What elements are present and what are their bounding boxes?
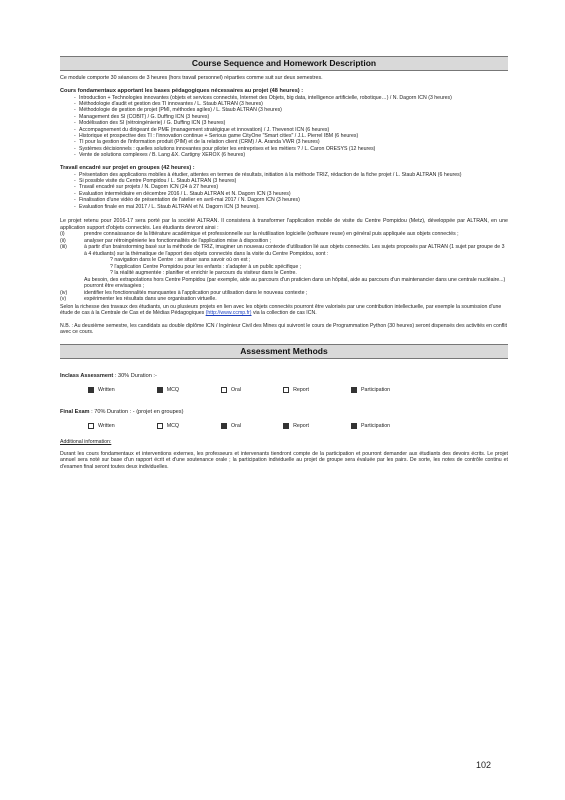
list-item: - Méthodologie de gestion de projet (PMI, méthodes agiles) / L. Staub ALTRAN (3 heures)	[74, 107, 508, 113]
list-item: - TI pour la gestion de l'information produit (PIM) et de la relation client (CRM) / A. Aranda VWR (3 heures)	[74, 139, 508, 145]
list-item: - Vente de solutions complexes / B. Lang &X. Cartigny XEROX (6 heures)	[74, 152, 508, 158]
list-item: - Méthodologie d'audit et gestion des TI innovantes / L. Staub ALTRAN (3 heures)	[74, 101, 508, 107]
checkbox-mcq[interactable]	[157, 423, 179, 429]
additional-info-label: Additional information:	[60, 438, 112, 445]
list-item: - Management des SI (COBIT) / G. Duffing ICN (3 heures)	[74, 114, 508, 120]
project-steps	[60, 231, 508, 257]
checkbox-box[interactable]	[221, 423, 227, 429]
project-steps-continued	[60, 290, 508, 303]
list-item: - Evaluation finale en mai 2017 / L. Staub ALTRAN et N. Dagorn ICN (3 heures).	[74, 204, 508, 210]
inclass-assessment-line	[60, 373, 508, 379]
checkbox-box[interactable]	[351, 423, 357, 429]
step-number: (ii)	[60, 237, 66, 244]
checkbox-report[interactable]	[283, 387, 309, 393]
extrapolation-note: Au besoin, des extrapolations hors Centre Pompidou (par exemple, aide au parcours d'un praticien dans un hôpital, aide au parcours d'un maintenancier dans une centrale nucléaire...) pourront être envisagées ;	[84, 276, 506, 290]
step-text: analyser par rétroingénierie les fonctionnalités de l'application mise à disposition ;	[84, 237, 271, 244]
checkbox-participation[interactable]	[351, 387, 390, 393]
list-item: - Systèmes décisionnels : quelles solutions innovantes pour piloter les entreprises et les métiers ? / L. Caron ORESYS (12 heures)	[74, 146, 508, 152]
step-number: (v)	[60, 296, 67, 303]
list-item: - Modélisation des SI (rétroingénierie) / G. Duffing ICN (3 heures)	[74, 120, 508, 126]
checkbox-oral[interactable]	[221, 387, 241, 393]
intro-paragraph: Ce module comporte 30 séances de 3 heures (hors travail personnel) réparties comme suit sur deux semestres.	[60, 75, 323, 81]
inclass-label: Inclass Assessment	[60, 372, 114, 379]
valorisation-text-end: via la collection de cas ICN.	[252, 310, 317, 317]
project-subtopics	[60, 257, 508, 277]
step-number: (iv)	[60, 289, 68, 296]
step-number: (iii)	[60, 244, 67, 251]
list-item: - Introduction + Technologies innovantes (objets et services connectés, Internet des Objets, big data, intelligence artificielle, robotique…) / N. Dagorn ICN (3 heures)	[74, 95, 508, 101]
subtopic-item: ? navigation dans le Centre : se situer sans savoir où on est ;	[110, 257, 251, 264]
checkbox-mcq[interactable]	[157, 387, 179, 393]
checkbox-label: MCQ	[166, 422, 180, 429]
list-item: - Evaluation intermédiaire en décembre 2016 / L. Staub ALTRAN et N. Dagorn ICN (3 heures)	[74, 191, 508, 197]
step-text: prendre connaissance de la littérature académique et professionnelle sur la réutilisation logicielle (software reuse) en général puis appliquée aux objets connectés ;	[84, 231, 459, 238]
checkbox-box[interactable]	[157, 423, 163, 429]
checkbox-report[interactable]	[283, 423, 309, 429]
checkbox-box[interactable]	[157, 387, 163, 393]
final-exam-line	[60, 409, 508, 415]
section-title-course-sequence: Course Sequence and Homework Description	[60, 56, 508, 71]
nb-paragraph: N.B. : Au deuxième semestre, les candidats au double diplôme ICN / Ingénieur Civil des Mines qui suivront le cours de Programmation Python (30 heures) seront dispensés des activités en conflit avec ce cours.	[60, 322, 507, 336]
step-text: identifier les fonctionnalités manquantes à l'application pour utilisation dans le nouveau contexte ;	[84, 289, 308, 296]
project-list	[60, 172, 508, 210]
fundamentals-list	[60, 95, 508, 159]
checkbox-label: Participation	[360, 422, 391, 429]
list-item: - Travail encadré sur projets / N. Dagorn ICN (24 à 27 heures)	[74, 184, 508, 190]
final-exam-detail: : 70% Duration : - (projet en groupes)	[91, 408, 184, 415]
step-item	[60, 244, 508, 257]
fundamentals-heading: Cours fondamentaux apportant les bases pédagogiques nécessaires au projet (48 heures) :	[60, 87, 304, 94]
step-item	[60, 296, 508, 303]
list-item: - Historique et prospective des TI : l'innovation continue + Serious game CityOne "Smart cities" / J.L. Pierrel IBM (6 heures)	[74, 133, 508, 139]
checkbox-box[interactable]	[221, 387, 227, 393]
final-checkbox-row	[60, 423, 508, 429]
additional-info-paragraph: Durant les cours fondamentaux et interventions externes, les professeurs et intervenants tiendront compte de la participation et pourront demander aux étudiants des devoirs écrits. Le projet annuel sera noté sur base d'un rapport écrit et d'une soutenance orale ; la participation individuelle au projet de groupe sera évaluée par les pairs. De sorte, les notes de contrôle continu et d'examen final seront toutes deux individuelles.	[60, 450, 508, 470]
checkbox-box[interactable]	[351, 387, 357, 393]
checkbox-label: Report	[293, 422, 309, 429]
step-text: à partir d'un brainstorming basé sur la méthode de TRIZ, imaginer un nouveau contexte d'utilisation lié aux objets connectés. Les sujets proposés par ALTRAN (1 sujet par groupe de 3 à 4 étudiants) sur la thématique de l'apport des objets connectés dans la visite du Centre Pompidou, sont :	[84, 244, 505, 257]
document-page	[60, 56, 508, 470]
checkbox-label: Written	[98, 386, 115, 393]
inclass-checkbox-row	[60, 387, 508, 393]
inclass-detail: : 30% Duration :-	[114, 372, 157, 379]
list-item: - Finalisation d'une vidéo de présentation de l'atelier en avril-mai 2017 / N. Dagorn ICN (3 heures)	[74, 197, 508, 203]
checkbox-label: Oral	[231, 386, 242, 393]
checkbox-box[interactable]	[283, 387, 289, 393]
checkbox-written[interactable]	[88, 387, 115, 393]
step-number: (i)	[60, 231, 65, 238]
ccmp-link[interactable]: (http://www.ccmp.fr)	[205, 310, 252, 317]
step-text: expérimenter les résultats dans une organisation virtuelle.	[84, 296, 217, 303]
list-item: - Si possible visite du Centre Pompidou / L. Staub ALTRAN (3 heures)	[74, 178, 508, 184]
checkbox-participation[interactable]	[351, 423, 390, 429]
checkbox-oral[interactable]	[221, 423, 241, 429]
project-description: Le projet retenu pour 2016-17 sera porté par la société ALTRAN. Il consistera à transformer l'application mobile de visite du Centre Pompidou (Metz), développée par ALTRAN, en une application support d'objets connectés. Les étudiants devront ainsi :	[60, 218, 508, 231]
subtopic-item: ? la réalité augmentée : planifier et enrichir le parcours du visiteur dans le Centre.	[110, 270, 297, 277]
checkbox-label: Report	[293, 386, 309, 393]
checkbox-box[interactable]	[88, 423, 94, 429]
checkbox-written[interactable]	[88, 423, 115, 429]
section-title-assessment: Assessment Methods	[60, 344, 508, 359]
page-number: 102	[476, 760, 492, 770]
list-item: - Présentation des applications mobiles à étudier, attentes en termes de résultats, initiation à la méthode TRIZ, rédaction de la fiche projet / L. Staub ALTRAN (6 heures)	[74, 172, 508, 178]
checkbox-label: Oral	[231, 422, 242, 429]
final-exam-label: Final Exam	[60, 408, 90, 415]
checkbox-box[interactable]	[88, 387, 94, 393]
checkbox-box[interactable]	[283, 423, 289, 429]
checkbox-label: Written	[98, 422, 115, 429]
project-heading: Travail encadré sur projet en groupes (42 heures) :	[60, 164, 195, 171]
valorisation-text: Selon la richesse des travaux des étudiants, un ou plusieurs projets en lien avec les objets connectés pourront être valorisés par une contribution intellectuelle, par exemple la soumission d'une étude de cas à la Centrale de Cas et de Médias Pédagogiques	[60, 303, 502, 317]
checkbox-label: Participation	[360, 386, 391, 393]
list-item: - Accompagnement du dirigeant de PME (management stratégique et innovation) / J. Thevenot ICN (6 heures)	[74, 127, 508, 133]
subtopic-item: ? l'application Centre Pompidou pour les enfants : s'adapter à un public spécifique ;	[110, 263, 302, 270]
valorisation-paragraph	[60, 304, 508, 317]
checkbox-label: MCQ	[166, 386, 180, 393]
